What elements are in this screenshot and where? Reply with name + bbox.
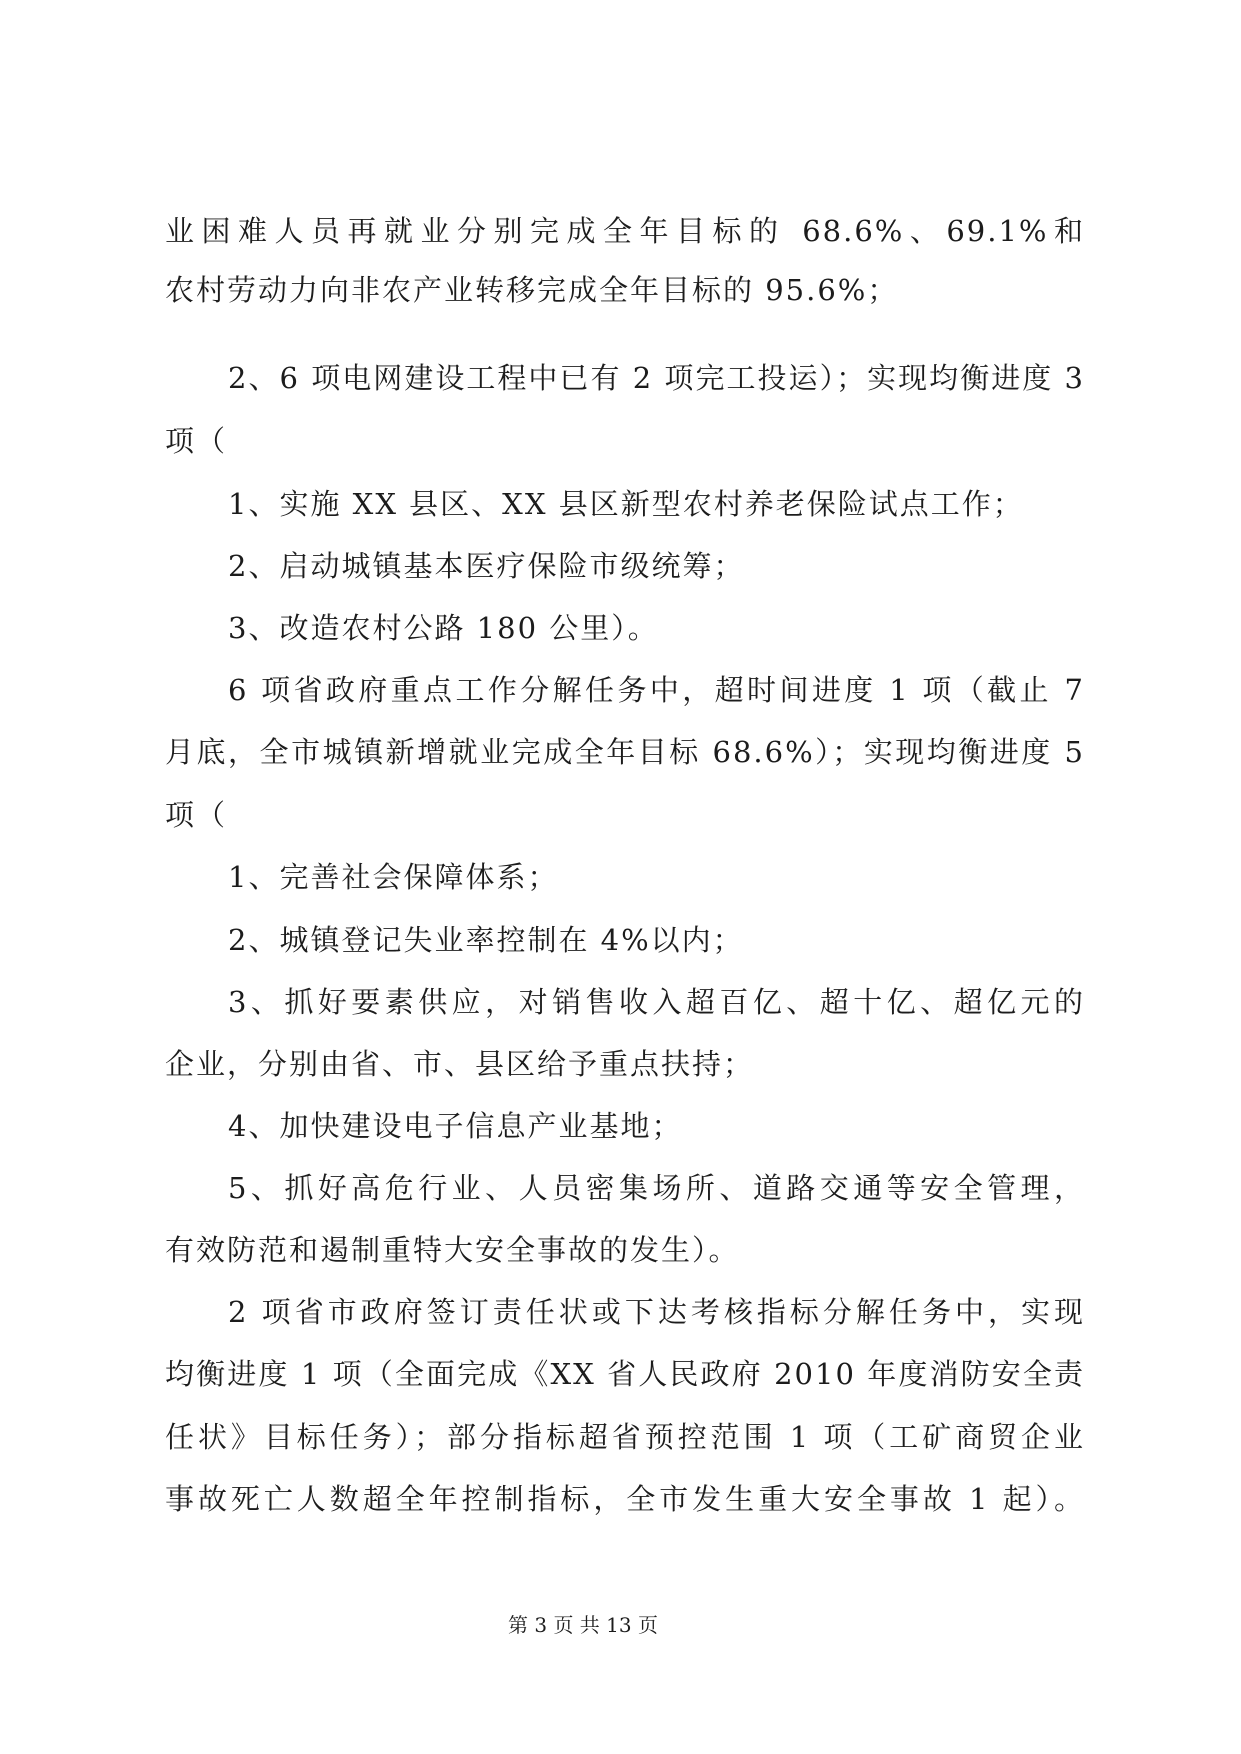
text-line: 项（ [165, 798, 228, 832]
list-item-text: 3、改造农村公路 180 公里）。 [228, 611, 659, 645]
list-item-text: 5、抓好高危行业、人员密集场所、道路交通等安全管理， [228, 1171, 1085, 1205]
text-line: 均衡进度 1 项（全面完成《XX 省人民政府 2010 年度消防安全责 [165, 1357, 1085, 1391]
list-item-text: 1、完善社会保障体系； [228, 860, 559, 894]
list-item-text: 2、启动城镇基本医疗保险市级统筹； [228, 549, 745, 583]
text-line: 有效防范和遏制重特大安全事故的发生）。 [165, 1233, 740, 1267]
body-text [165, 0, 1085, 1754]
text-line: 业困难人员再就业分别完成全年目标的 68.6%、69.1%和 [165, 214, 1085, 248]
text-line: 2 项省市政府签订责任状或下达考核指标分解任务中，实现 [228, 1295, 1085, 1329]
text-line: 2、6 项电网建设工程中已有 2 项完工投运）；实现均衡进度 3 [228, 361, 1085, 395]
text-line: 企业，分别由省、市、县区给予重点扶持； [165, 1047, 755, 1081]
list-item-text: 3、抓好要素供应，对销售收入超百亿、超十亿、超亿元的 [228, 985, 1085, 1019]
page-footer: 第 3 页 共 13 页 [508, 1613, 658, 1637]
list-item-text: 2、城镇登记失业率控制在 4%以内； [228, 923, 744, 957]
text-line: 事故死亡人数超全年控制指标，全市发生重大安全事故 1 起）。 [165, 1482, 1085, 1516]
text-line: 农村劳动力向非农产业转移完成全年目标的 95.6%； [165, 273, 899, 307]
text-line: 项（ [165, 424, 228, 458]
text-line: 月底，全市城镇新增就业完成全年目标 68.6%）；实现均衡进度 5 [165, 735, 1085, 769]
list-item-text: 4、加快建设电子信息产业基地； [228, 1109, 683, 1143]
text-line: 任状》目标任务）；部分指标超省预控范围 1 项（工矿商贸企业 [165, 1420, 1085, 1454]
list-item-text: 1、实施 XX 县区、XX 县区新型农村养老保险试点工作； [228, 487, 1024, 521]
text-line: 6 项省政府重点工作分解任务中，超时间进度 1 项（截止 7 [228, 673, 1085, 707]
